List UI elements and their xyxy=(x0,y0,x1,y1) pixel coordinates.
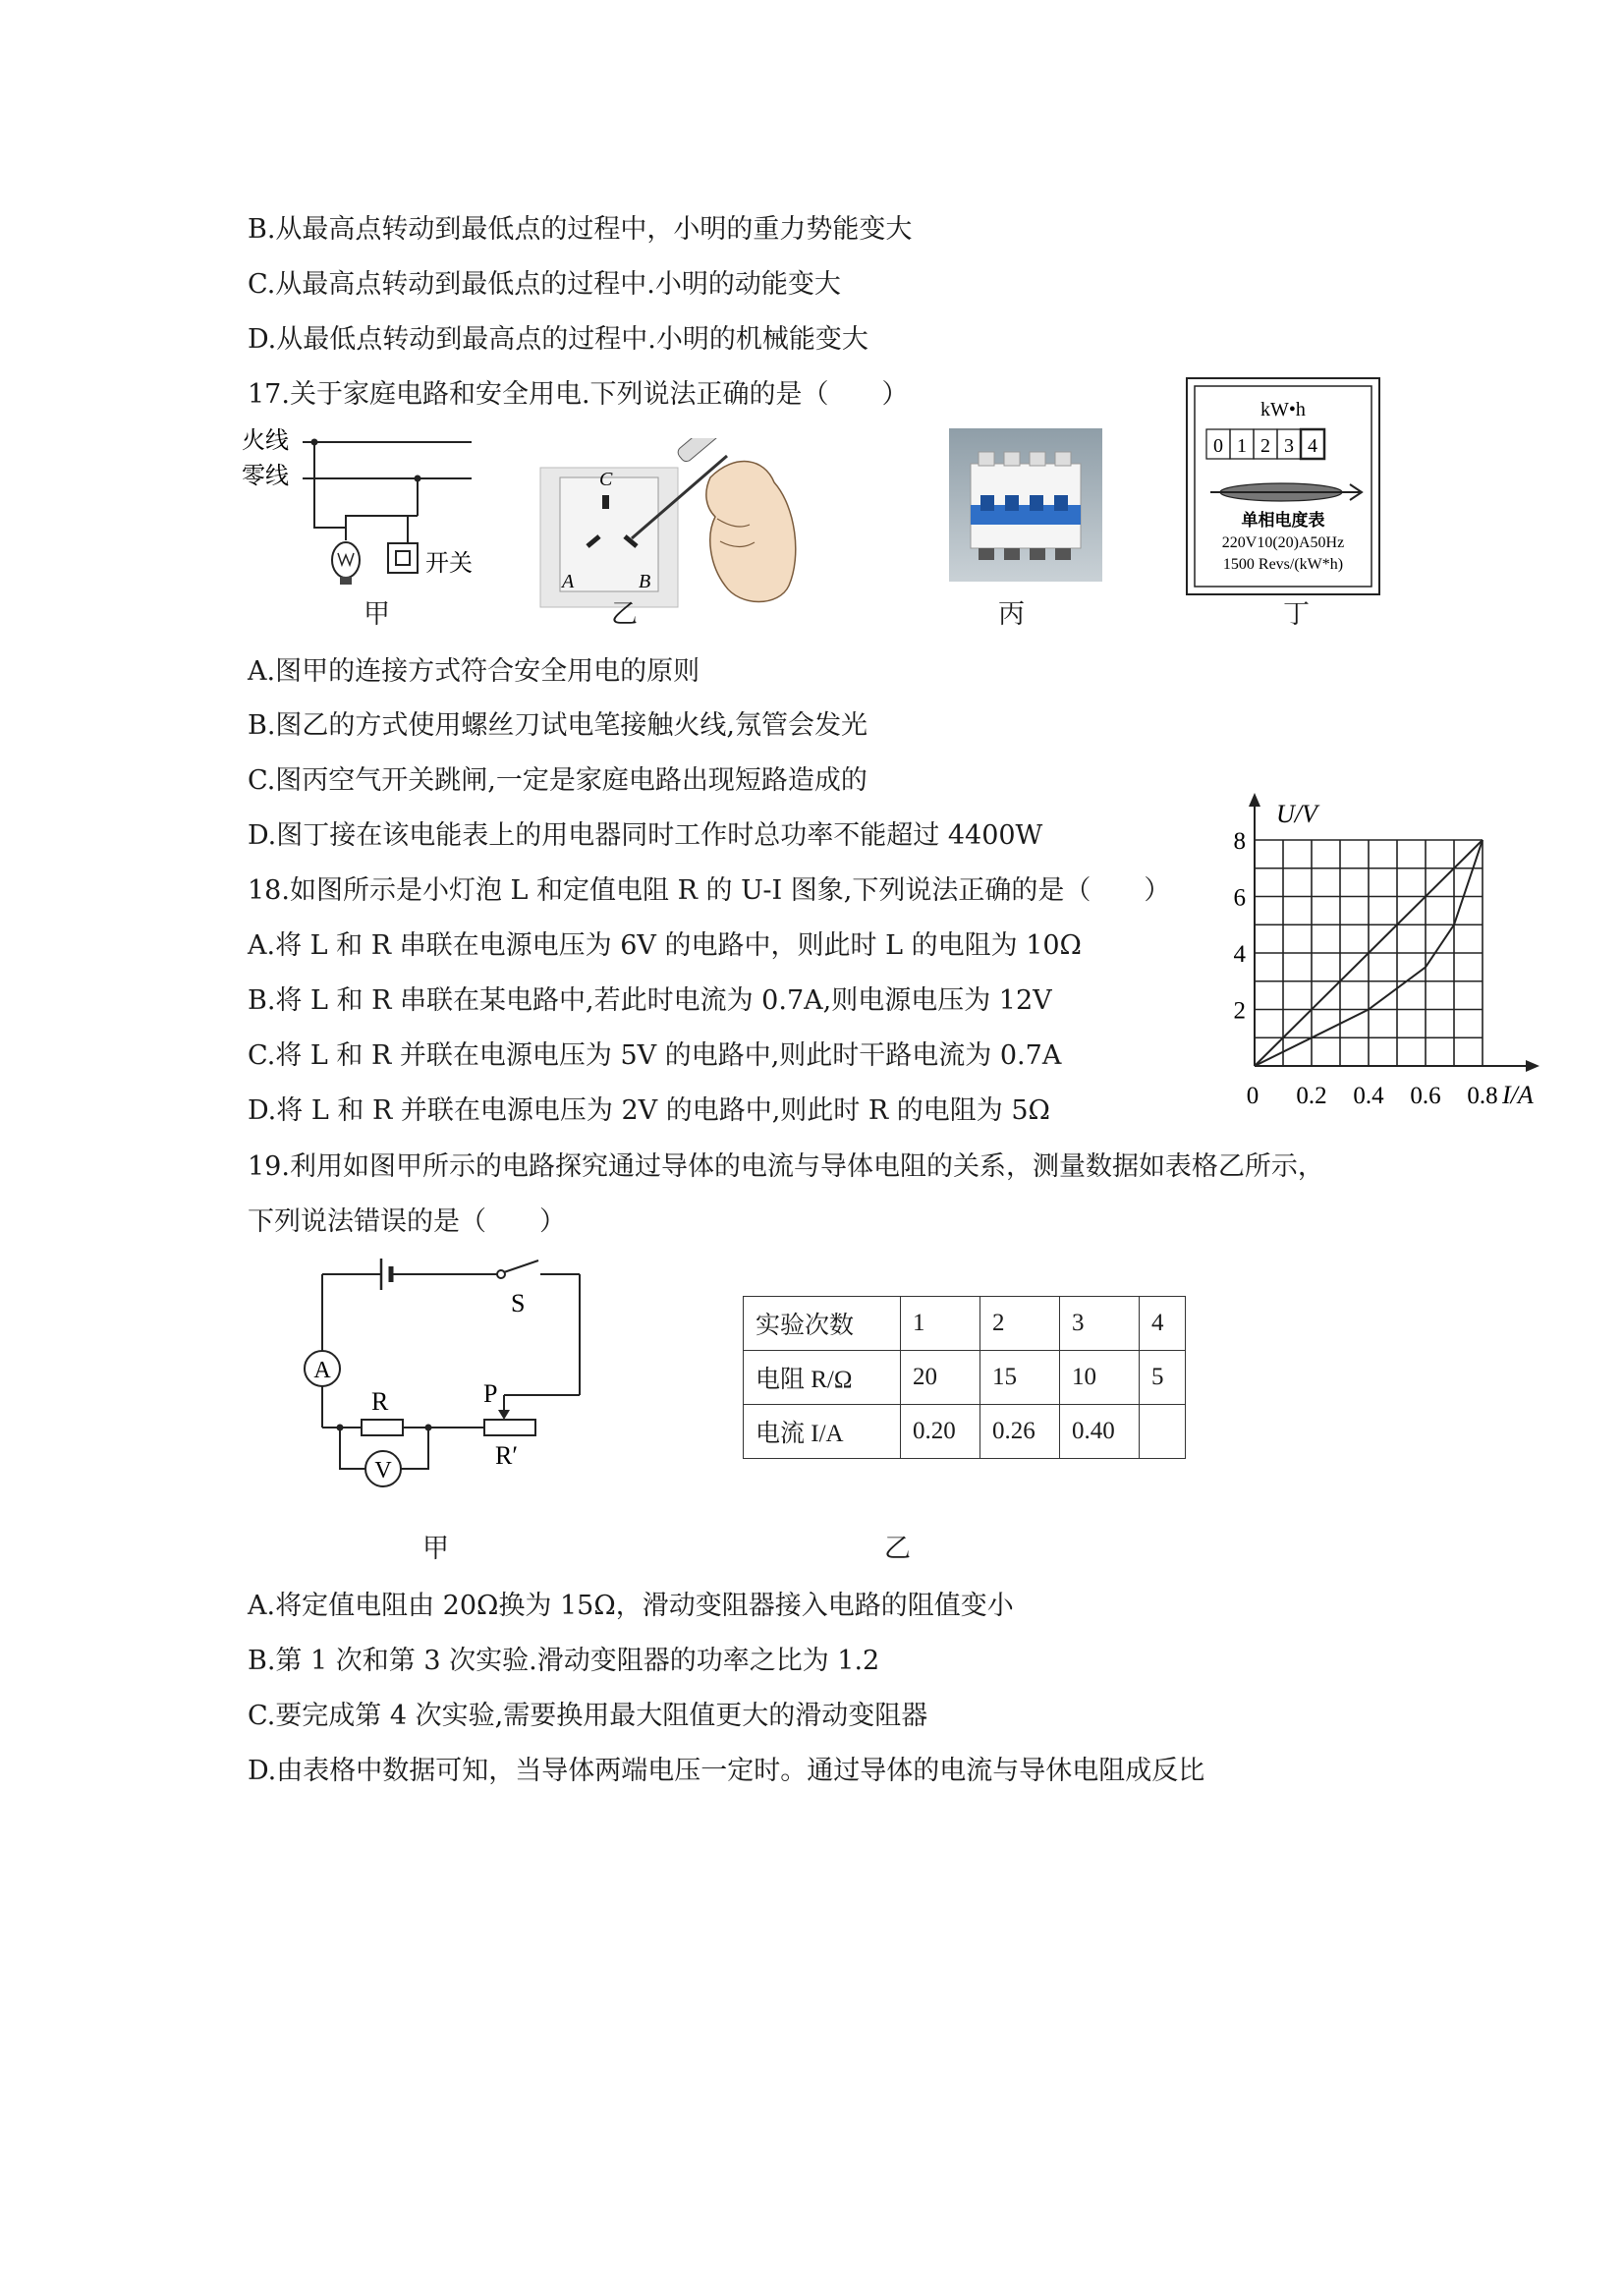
chart-ticks xyxy=(1234,828,1498,1109)
socket-label-b: B xyxy=(639,571,651,592)
table-cell: 0.26 xyxy=(980,1405,1060,1459)
figure-socket-test-pen xyxy=(538,438,804,609)
q19-stem-2: 下列说法错误的是（ ） xyxy=(248,1206,566,1237)
ammeter-icon xyxy=(305,1351,340,1386)
chart-axes xyxy=(1249,793,1539,1072)
hand-icon xyxy=(706,462,796,602)
resistor-r-label: R xyxy=(371,1387,389,1416)
caption-yi-17: 乙 xyxy=(611,599,638,630)
q17-stem: 17.关于家庭电路和安全用电.下列说法正确的是（ ） xyxy=(248,379,909,410)
table-cell: 15 xyxy=(980,1351,1060,1405)
x-tick-label: 0.6 xyxy=(1410,1083,1441,1109)
meter-name: 单相电度表 xyxy=(1241,511,1325,530)
x-tick-label: 0.2 xyxy=(1296,1083,1327,1109)
y-tick-label: 6 xyxy=(1233,884,1246,912)
table-cell: 2 xyxy=(980,1297,1060,1351)
q17-option-b: B.图乙的方式使用螺丝刀试电笔接触火线,氖管会发光 xyxy=(248,710,868,741)
table-cell: 1 xyxy=(901,1297,980,1351)
svg-text:2: 2 xyxy=(1260,435,1270,457)
table-row xyxy=(744,1405,1186,1459)
svg-text:4: 4 xyxy=(1308,435,1317,457)
meter-unit: kW•h xyxy=(1260,399,1306,420)
svg-text:0: 0 xyxy=(1213,435,1223,457)
resistor-r xyxy=(362,1420,403,1435)
q16-option-d: D.从最低点转动到最高点的过程中.小明的机械能变大 xyxy=(248,324,868,355)
table-cell: 10 xyxy=(1060,1351,1140,1405)
svg-text:A: A xyxy=(313,1358,331,1383)
table-cell: 4 xyxy=(1140,1297,1186,1351)
chart-y-label: U/V xyxy=(1276,800,1317,828)
switch-label: 开关 xyxy=(425,551,473,577)
q16-option-c: C.从最高点转动到最低点的过程中.小明的动能变大 xyxy=(248,269,841,300)
caption-ding-17: 丁 xyxy=(1283,599,1310,630)
table-header-cell: 电流 I/A xyxy=(744,1405,901,1459)
figure-household-wiring xyxy=(236,418,491,594)
neutral-wire-label: 零线 xyxy=(242,464,289,489)
socket-label-a: A xyxy=(562,571,575,592)
q17-option-c: C.图丙空气开关跳闸,一定是家庭电路出现短路造成的 xyxy=(248,765,867,796)
caption-yi-19: 乙 xyxy=(884,1534,911,1564)
x-axis-arrow-icon xyxy=(1526,1060,1539,1072)
q19-stem-1: 19.利用如图甲所示的电路探究通过导体的电流与导体电阻的关系，测量数据如表格乙所示， xyxy=(248,1151,1324,1182)
rheostat-label: R′ xyxy=(495,1441,519,1470)
live-wire-label: 火线 xyxy=(242,428,289,454)
slider-arrow-icon xyxy=(498,1410,510,1420)
q19-option-d: D.由表格中数据可知，当导体两端电压一定时。通过导体的电流与导休电阻成反比 xyxy=(248,1756,1205,1786)
switch-s-label: S xyxy=(511,1289,526,1317)
experiment-table xyxy=(743,1296,1186,1459)
x-tick-label: 0.8 xyxy=(1467,1083,1498,1109)
q17-option-a: A.图甲的连接方式符合安全用电的原则 xyxy=(248,656,700,687)
battery-icon xyxy=(381,1259,391,1290)
svg-text:V: V xyxy=(374,1458,392,1484)
q18-option-d: D.将 L 和 R 并联在电源电压为 2V 的电路中,则此时 R 的电阻为 5Ω xyxy=(248,1095,1050,1126)
q17-option-d: D.图丁接在该电能表上的用电器同时工作时总功率不能超过 4400W xyxy=(248,820,1043,851)
voltmeter-icon xyxy=(365,1451,401,1486)
slider-p-label: P xyxy=(483,1379,498,1408)
table-header-cell: 实验次数 xyxy=(744,1297,901,1351)
figure-air-breaker xyxy=(949,428,1102,582)
table-cell: 0.20 xyxy=(901,1405,980,1459)
caption-jia-17: 甲 xyxy=(364,599,390,630)
caption-jia-19: 甲 xyxy=(422,1534,449,1564)
table-cell: 20 xyxy=(901,1351,980,1405)
figure-electricity-meter xyxy=(1185,376,1381,596)
y-axis-arrow-icon xyxy=(1249,793,1260,807)
figure-circuit xyxy=(295,1253,599,1508)
table-cell: 0.40 xyxy=(1060,1405,1140,1459)
u-i-chart xyxy=(1228,781,1562,1120)
chart-x-label: I/A xyxy=(1502,1081,1534,1109)
q19-option-b: B.第 1 次和第 3 次实验.滑动变阻器的功率之比为 1.2 xyxy=(248,1646,880,1676)
q18-option-a: A.将 L 和 R 串联在电源电压为 6V 的电路中，则此时 L 的电阻为 10Ω xyxy=(248,930,1082,961)
table-header-cell: 电阻 R/Ω xyxy=(744,1351,901,1405)
q18-option-c: C.将 L 和 R 并联在电源电压为 5V 的电路中,则此时干路电流为 0.7A xyxy=(248,1040,1062,1071)
bulb-icon xyxy=(332,542,360,585)
table-row xyxy=(744,1297,1186,1351)
table-cell: 5 xyxy=(1140,1351,1186,1405)
q18-option-b: B.将 L 和 R 串联在某电路中,若此时电流为 0.7A,则电源电压为 12V xyxy=(248,985,1052,1016)
switch-s-icon xyxy=(497,1260,538,1278)
x-tick-label: 0 xyxy=(1246,1083,1259,1109)
table-cell: 3 xyxy=(1060,1297,1140,1351)
x-tick-label: 0.4 xyxy=(1353,1083,1384,1109)
rheostat xyxy=(484,1420,535,1435)
caption-bing-17: 丙 xyxy=(998,599,1025,630)
y-tick-label: 8 xyxy=(1233,828,1246,855)
meter-digits xyxy=(1206,429,1324,459)
q18-stem: 18.如图所示是小灯泡 L 和定值电阻 R 的 U-I 图象,下列说法正确的是（ ） xyxy=(248,875,1171,906)
table-row xyxy=(744,1351,1186,1405)
socket-label-c: C xyxy=(599,469,613,490)
svg-text:3: 3 xyxy=(1284,435,1294,457)
meter-disk-icon xyxy=(1210,483,1362,501)
table-cell xyxy=(1140,1405,1186,1459)
svg-text:1: 1 xyxy=(1237,435,1247,457)
switch-icon xyxy=(388,543,418,573)
y-tick-label: 2 xyxy=(1233,997,1246,1025)
q19-option-c: C.要完成第 4 次实验,需要换用最大阻值更大的滑动变阻器 xyxy=(248,1701,928,1731)
y-tick-label: 4 xyxy=(1233,941,1246,968)
meter-spec-1: 220V10(20)A50Hz xyxy=(1221,534,1345,551)
q16-option-b: B.从最高点转动到最低点的过程中，小明的重力势能变大 xyxy=(248,214,913,245)
meter-spec-2: 1500 Revs/(kW*h) xyxy=(1222,556,1344,573)
q19-option-a: A.将定值电阻由 20Ω换为 15Ω，滑动变阻器接入电路的阻值变小 xyxy=(248,1591,1014,1621)
